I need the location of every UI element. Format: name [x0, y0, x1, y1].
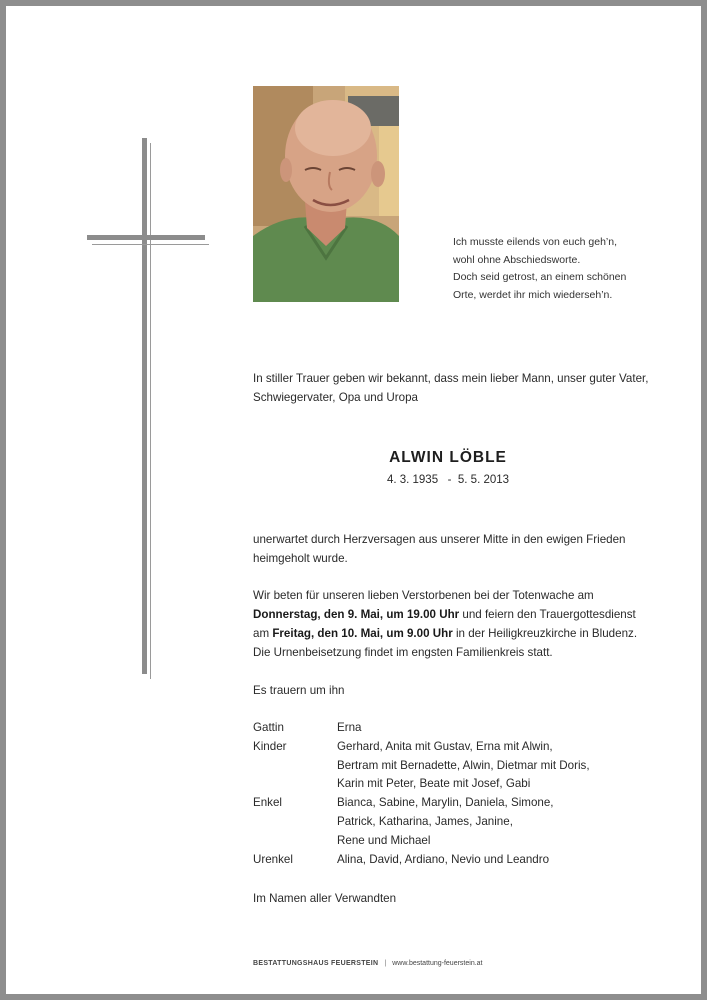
life-dates: 4. 3. 1935 - 5. 5. 2013 — [386, 474, 510, 486]
relation-label: Kinder — [253, 739, 287, 753]
deceased-name: ALWIN LÖBLE — [389, 449, 507, 466]
names-line: Patrick, Katharina, James, Janine, — [337, 814, 513, 828]
mass-date: Freitag, den 10. Mai, um 9.00 Uhr — [272, 627, 453, 640]
cross-horizontal-beam — [87, 235, 205, 240]
service-line-2 — [253, 605, 653, 624]
family-row — [253, 738, 673, 794]
cross-vertical-beam — [142, 138, 147, 674]
passing-text: unerwartet durch Herzversagen aus unserer Mitte in den ewigen Frieden heimgeholt wurde. — [253, 533, 626, 565]
relation-names — [337, 738, 590, 794]
relation-label: Enkel — [253, 796, 283, 810]
family-row — [253, 794, 673, 850]
service-line-1: Wir beten für unseren lieben Verstorbenen bei der Totenwache am — [253, 589, 594, 602]
poem-line: Doch seid getrost, an einem schönen — [453, 271, 627, 284]
portrait-photo — [253, 86, 399, 302]
family-list — [253, 719, 673, 869]
relation-label: Urenkel — [253, 852, 293, 866]
service-line-3 — [253, 624, 653, 643]
closing-text: Im Namen aller Verwandten — [253, 892, 397, 905]
service-line-3-rest: in der Heiligkreuzkirche in Bludenz. — [452, 627, 638, 640]
footer-separator: | — [384, 960, 387, 967]
footer-company: BESTATTUNGSHAUS FEUERSTEIN — [253, 960, 379, 967]
family-row — [253, 719, 673, 738]
service-line-3-start: am — [253, 627, 273, 640]
names-line: Rene und Michael — [337, 833, 431, 847]
poem-line: Orte, werdet ihr mich wiederseh’n. — [453, 288, 613, 301]
names-line: Alina, David, Ardiano, Nevio und Leandro — [337, 852, 550, 866]
poem-line: Ich musste eilends von euch geh’n, — [453, 236, 618, 248]
poem-line: wohl ohne Abschiedsworte. — [453, 253, 581, 266]
poem-verse — [453, 234, 653, 304]
names-line: Gerhard, Anita mit Gustav, Erna mit Alwin, — [337, 739, 553, 753]
wake-date: Donnerstag, den 9. Mai, um 19.00 Uhr — [253, 608, 460, 621]
mourners-intro: Es trauern um ihn — [253, 684, 345, 697]
footer — [253, 960, 483, 967]
announcement-intro: In stiller Trauer geben wir bekannt, dass mein lieber Mann, unser guter Vater, Schwiegervater, Opa und Uropa — [253, 372, 649, 404]
names-line: Karin mit Peter, Beate mit Josef, Gabi — [337, 777, 531, 791]
relation-label: Gattin — [253, 721, 284, 734]
names-line: Erna — [337, 721, 362, 734]
service-line-2-rest: und feiern den Trauergottesdienst — [459, 608, 636, 621]
relation-names — [337, 851, 549, 870]
service-line-4: Die Urnenbeisetzung findet im engsten Familienkreis statt. — [253, 646, 553, 659]
names-line: Bianca, Sabine, Marylin, Daniela, Simone, — [337, 796, 554, 810]
service-details — [253, 586, 653, 662]
footer-website-link[interactable]: www.bestattung-feuerstein.at — [392, 960, 483, 967]
cross-vertical-shadow — [150, 143, 151, 679]
cross-horizontal-shadow — [92, 244, 209, 245]
relation-names — [337, 794, 554, 850]
relation-names — [337, 719, 362, 738]
names-line: Bertram mit Bernadette, Alwin, Dietmar mit Doris, — [337, 758, 590, 772]
family-row — [253, 851, 673, 870]
